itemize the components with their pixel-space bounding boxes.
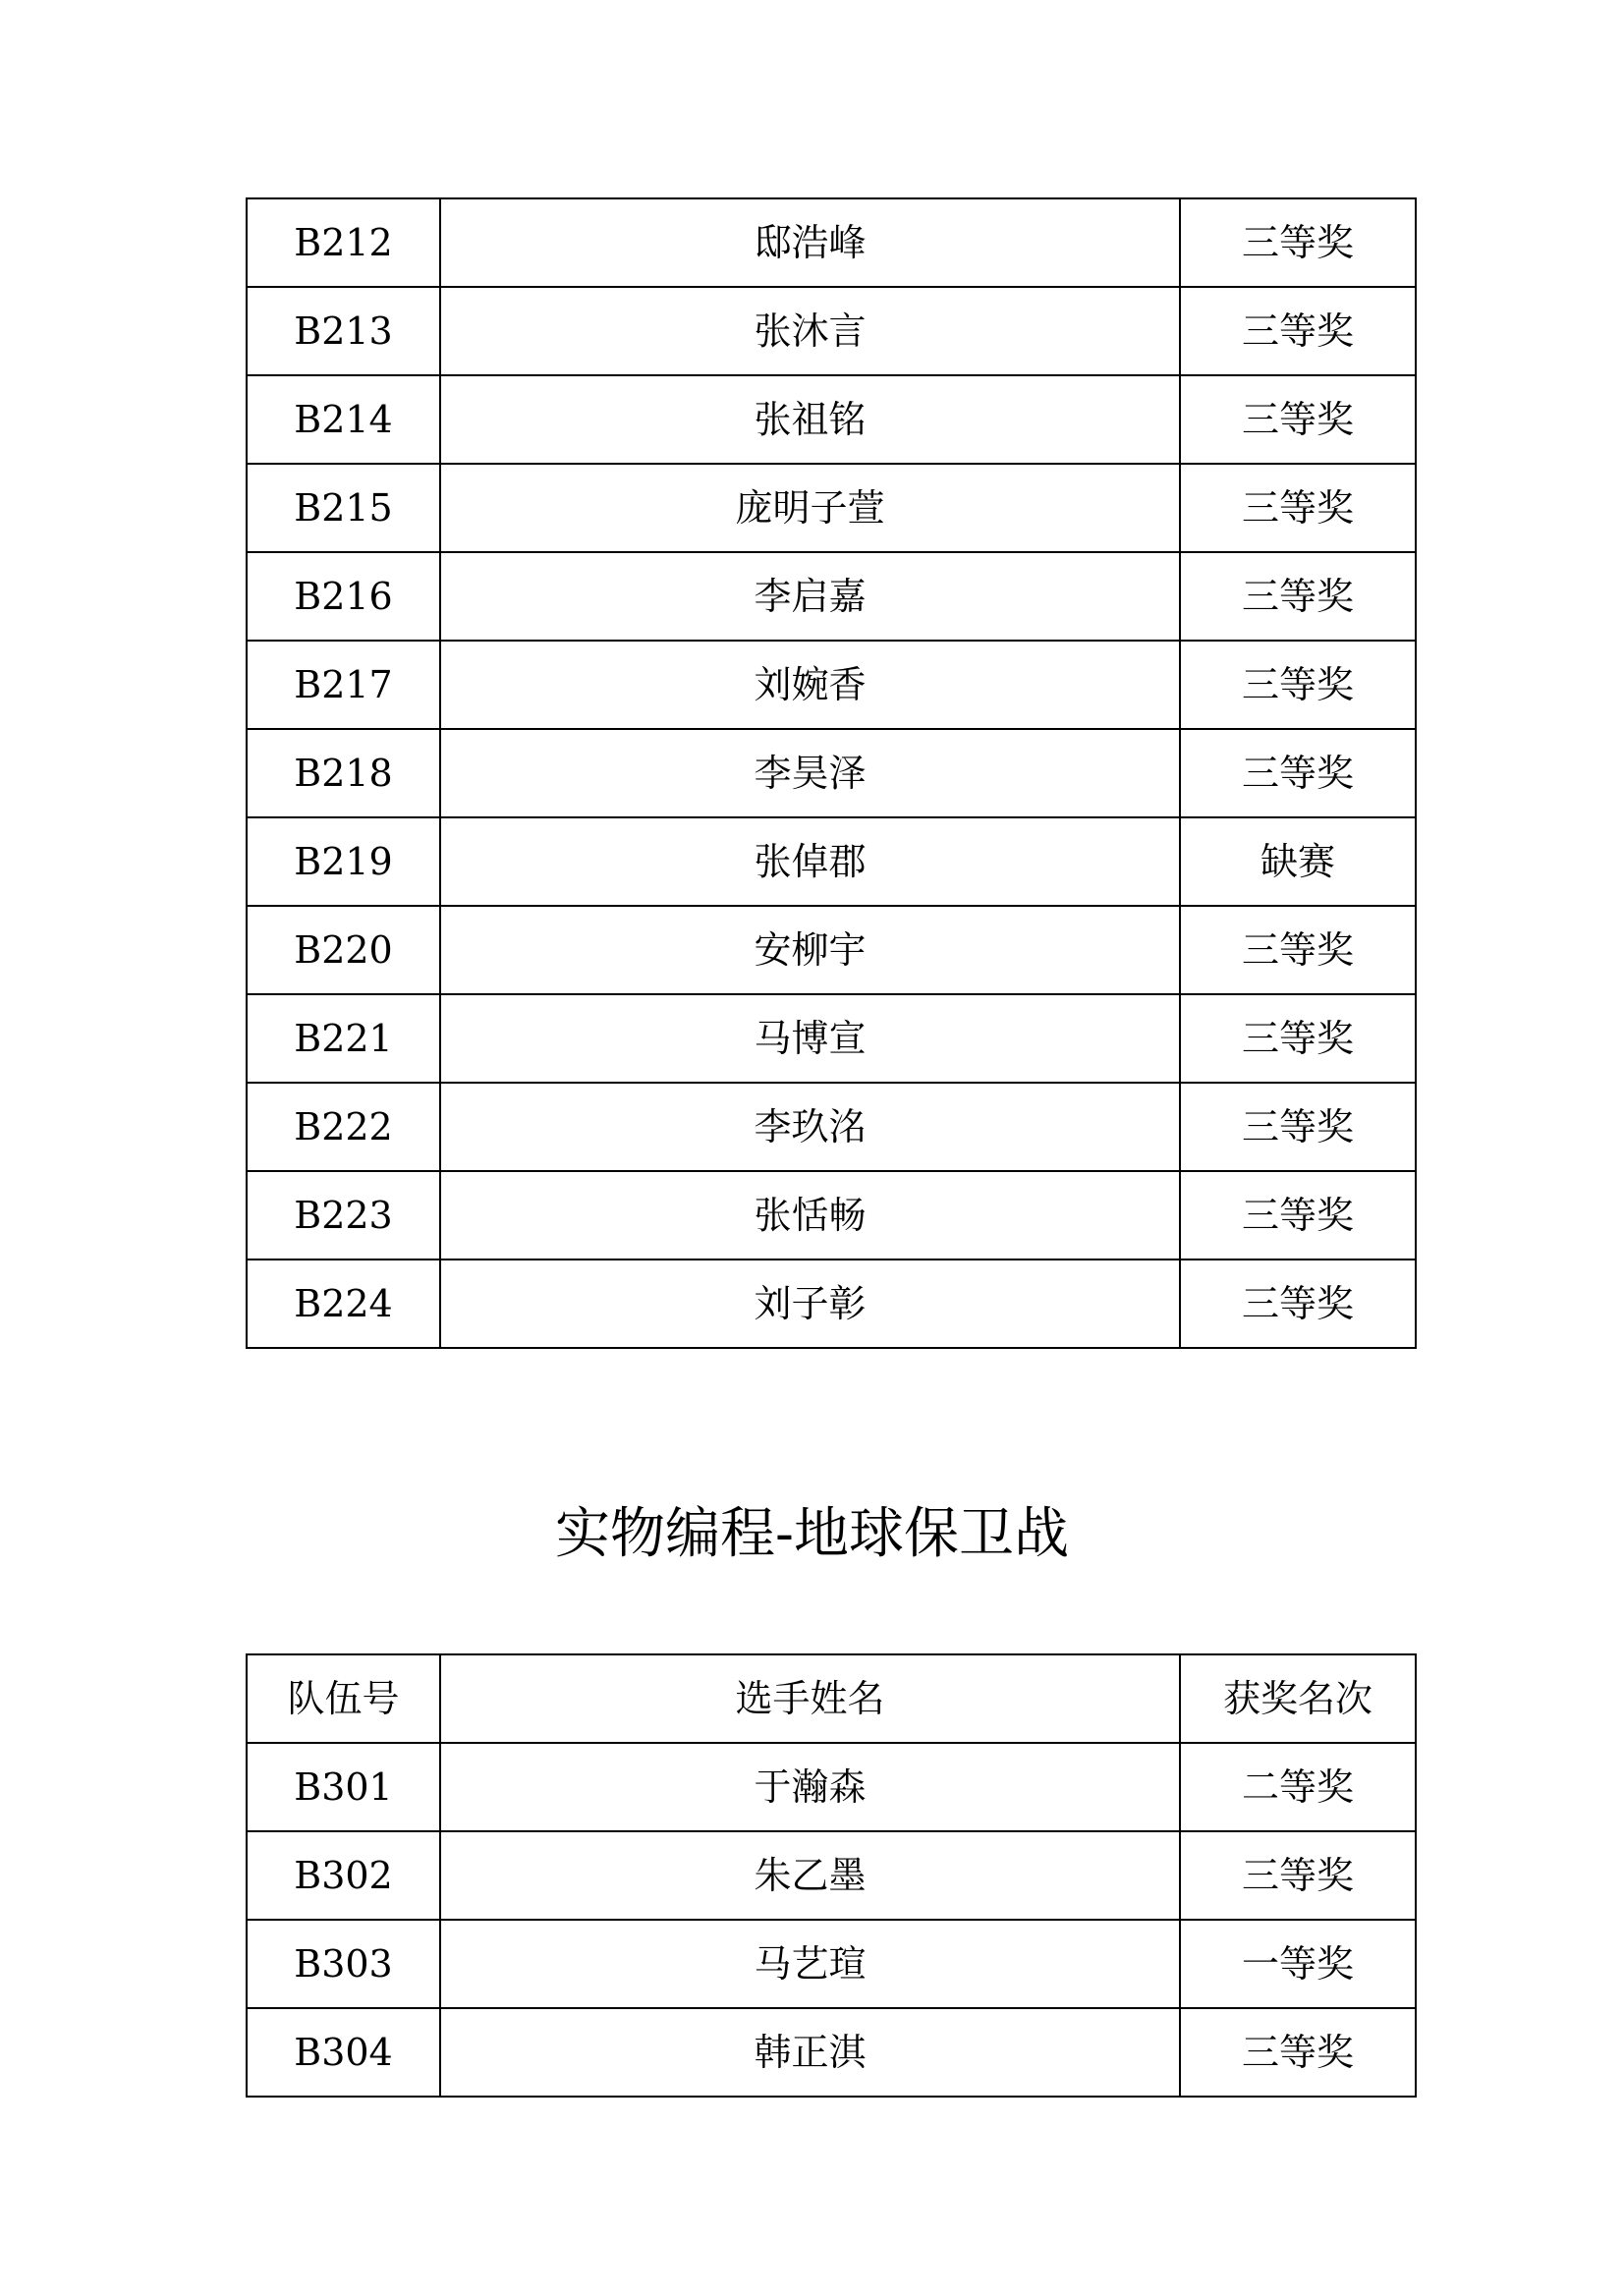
team-number-cell: B221: [247, 994, 440, 1083]
team-number-cell: B218: [247, 729, 440, 817]
award-cell: 三等奖: [1180, 2008, 1416, 2097]
player-name-cell: 刘婉香: [440, 641, 1180, 729]
team-number-cell: B216: [247, 552, 440, 641]
award-cell: 缺赛: [1180, 817, 1416, 906]
team-number-cell: B217: [247, 641, 440, 729]
award-cell: 三等奖: [1180, 1083, 1416, 1171]
player-name-cell: 李昊泽: [440, 729, 1180, 817]
award-header: 获奖名次: [1180, 1654, 1416, 1743]
player-name-cell: 张恬畅: [440, 1171, 1180, 1259]
player-name-cell: 刘子彰: [440, 1259, 1180, 1348]
player-name-header: 选手姓名: [440, 1654, 1180, 1743]
player-name-cell: 张祖铭: [440, 375, 1180, 464]
award-cell: 三等奖: [1180, 464, 1416, 552]
team-number-cell: B219: [247, 817, 440, 906]
player-name-cell: 邸浩峰: [440, 198, 1180, 287]
award-cell: 三等奖: [1180, 552, 1416, 641]
table-row: [247, 906, 1416, 994]
player-name-cell: 朱乙墨: [440, 1831, 1180, 1920]
award-cell: 三等奖: [1180, 994, 1416, 1083]
table-row: [247, 1831, 1416, 1920]
award-cell: 三等奖: [1180, 641, 1416, 729]
player-name-cell: 张倬郡: [440, 817, 1180, 906]
award-cell: 二等奖: [1180, 1743, 1416, 1831]
table-row: [247, 1743, 1416, 1831]
award-cell: 三等奖: [1180, 198, 1416, 287]
player-name-cell: 安柳宇: [440, 906, 1180, 994]
award-cell: 三等奖: [1180, 1171, 1416, 1259]
team-number-cell: B223: [247, 1171, 440, 1259]
table-header-row: [247, 1654, 1416, 1743]
award-cell: 三等奖: [1180, 1259, 1416, 1348]
table-row: [247, 2008, 1416, 2097]
player-name-cell: 韩正淇: [440, 2008, 1180, 2097]
team-number-cell: B213: [247, 287, 440, 375]
player-name-cell: 马艺瑄: [440, 1920, 1180, 2008]
team-number-cell: B304: [247, 2008, 440, 2097]
player-name-cell: 李启嘉: [440, 552, 1180, 641]
award-cell: 三等奖: [1180, 375, 1416, 464]
player-name-cell: 张沐言: [440, 287, 1180, 375]
award-cell: 一等奖: [1180, 1920, 1416, 2008]
team-number-cell: B212: [247, 198, 440, 287]
team-number-cell: B214: [247, 375, 440, 464]
award-cell: 三等奖: [1180, 1831, 1416, 1920]
player-name-cell: 于瀚森: [440, 1743, 1180, 1831]
table-row: [247, 1083, 1416, 1171]
table-row: [247, 375, 1416, 464]
award-cell: 三等奖: [1180, 287, 1416, 375]
player-name-cell: 马博宣: [440, 994, 1180, 1083]
team-number-header: 队伍号: [247, 1654, 440, 1743]
award-cell: 三等奖: [1180, 729, 1416, 817]
table-row: [247, 1259, 1416, 1348]
section-title: 实物编程-地球保卫战: [555, 1502, 1069, 1566]
team-number-cell: B220: [247, 906, 440, 994]
table-row: [247, 994, 1416, 1083]
results-table-continued: [246, 197, 1417, 1349]
player-name-cell: 庞明子萱: [440, 464, 1180, 552]
results-table-earth-defense: [246, 1653, 1417, 2098]
player-name-cell: 李玖洺: [440, 1083, 1180, 1171]
table-row: [247, 287, 1416, 375]
table-row: [247, 464, 1416, 552]
team-number-cell: B301: [247, 1743, 440, 1831]
table-row: [247, 1920, 1416, 2008]
table-row: [247, 817, 1416, 906]
table-row: [247, 552, 1416, 641]
table-row: [247, 729, 1416, 817]
award-cell: 三等奖: [1180, 906, 1416, 994]
team-number-cell: B303: [247, 1920, 440, 2008]
team-number-cell: B224: [247, 1259, 440, 1348]
team-number-cell: B222: [247, 1083, 440, 1171]
team-number-cell: B302: [247, 1831, 440, 1920]
table-row: [247, 198, 1416, 287]
table-row: [247, 1171, 1416, 1259]
team-number-cell: B215: [247, 464, 440, 552]
table-row: [247, 641, 1416, 729]
